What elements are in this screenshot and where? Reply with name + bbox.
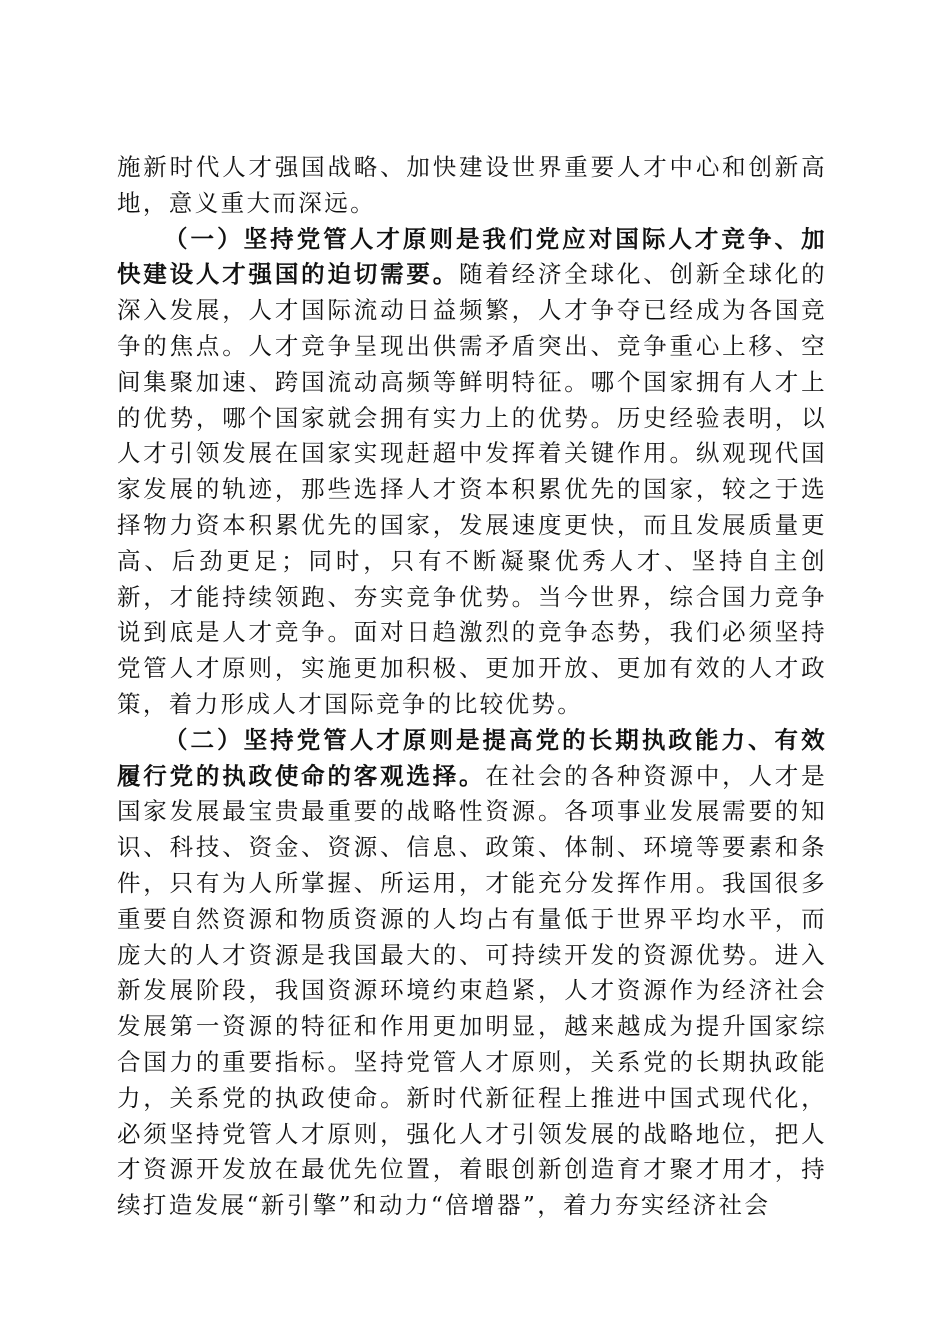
body-text	[117, 150, 827, 1224]
section-one-heading: （一）坚持党管人才原则是我们党应对国际人才竞争、加快建设人才强国的迫切需要。	[117, 224, 827, 289]
section-two-heading: （二）坚持党管人才原则是提高党的长期执政能力、有效履行党的执政使命的客观选择。	[117, 725, 827, 790]
paragraph-text: 随着经济全球化、创新全球化的深入发展，人才国际流动日益频繁，人才争夺已经成为各国竞争的焦点。人才竞争呈现出供需矛盾突出、竞争重心上移、空间集聚加速、跨国流动高频等鲜明特征。哪个国家拥有人才上的优势，哪个国家就会拥有实力上的优势。历史经验表明，以人才引领发展在国家实现赶超中发挥着关键作用。纵观现代国家发展的轨迹，那些选择人才资本积累优先的国家，较之于选择物力资本积累优先的国家，发展速度更快，而且发展质量更高、后劲更足；同时，只有不断凝聚优秀人才、坚持自主创新，才能持续领跑、夯实竞争优势。当今世界，综合国力竞争说到底是人才竞争。面对日趋激烈的竞争态势，我们必须坚持党管人才原则，实施更加积极、更加开放、更加有效的人才政策，着力形成人才国际竞争的比较优势。	[117, 260, 827, 718]
paragraph-continuation	[117, 150, 827, 222]
paragraph-text: 在社会的各种资源中，人才是国家发展最宝贵最重要的战略性资源。各项事业发展需要的知识、科技、资金、资源、信息、政策、体制、环境等要素和条件，只有为人所掌握、所运用，才能充分发挥作用。我国很多重要自然资源和物质资源的人均占有量低于世界平均水平，而庞大的人才资源是我国最大的、可持续开发的资源优势。进入新发展阶段，我国资源环境约束趋紧，人才资源作为经济社会发展第一资源的特征和作用更加明显，越来越成为提升国家综合国力的重要指标。坚持党管人才原则，关系党的长期执政能力，关系党的执政使命。新时代新征程上推进中国式现代化，必须坚持党管人才原则，强化人才引领发展的战略地位，把人才资源开发放在最优先位置，着眼创新创造育才聚才用才，持续打造发展“新引擎”和动力“倍增器”，着力夯实经济社会	[117, 761, 827, 1220]
paragraph-section-one	[117, 222, 827, 723]
paragraph-text: 施新时代人才强国战略、加快建设世界重要人才中心和创新高地，意义重大而深远。	[117, 153, 827, 217]
paragraph-section-two	[117, 723, 827, 1224]
